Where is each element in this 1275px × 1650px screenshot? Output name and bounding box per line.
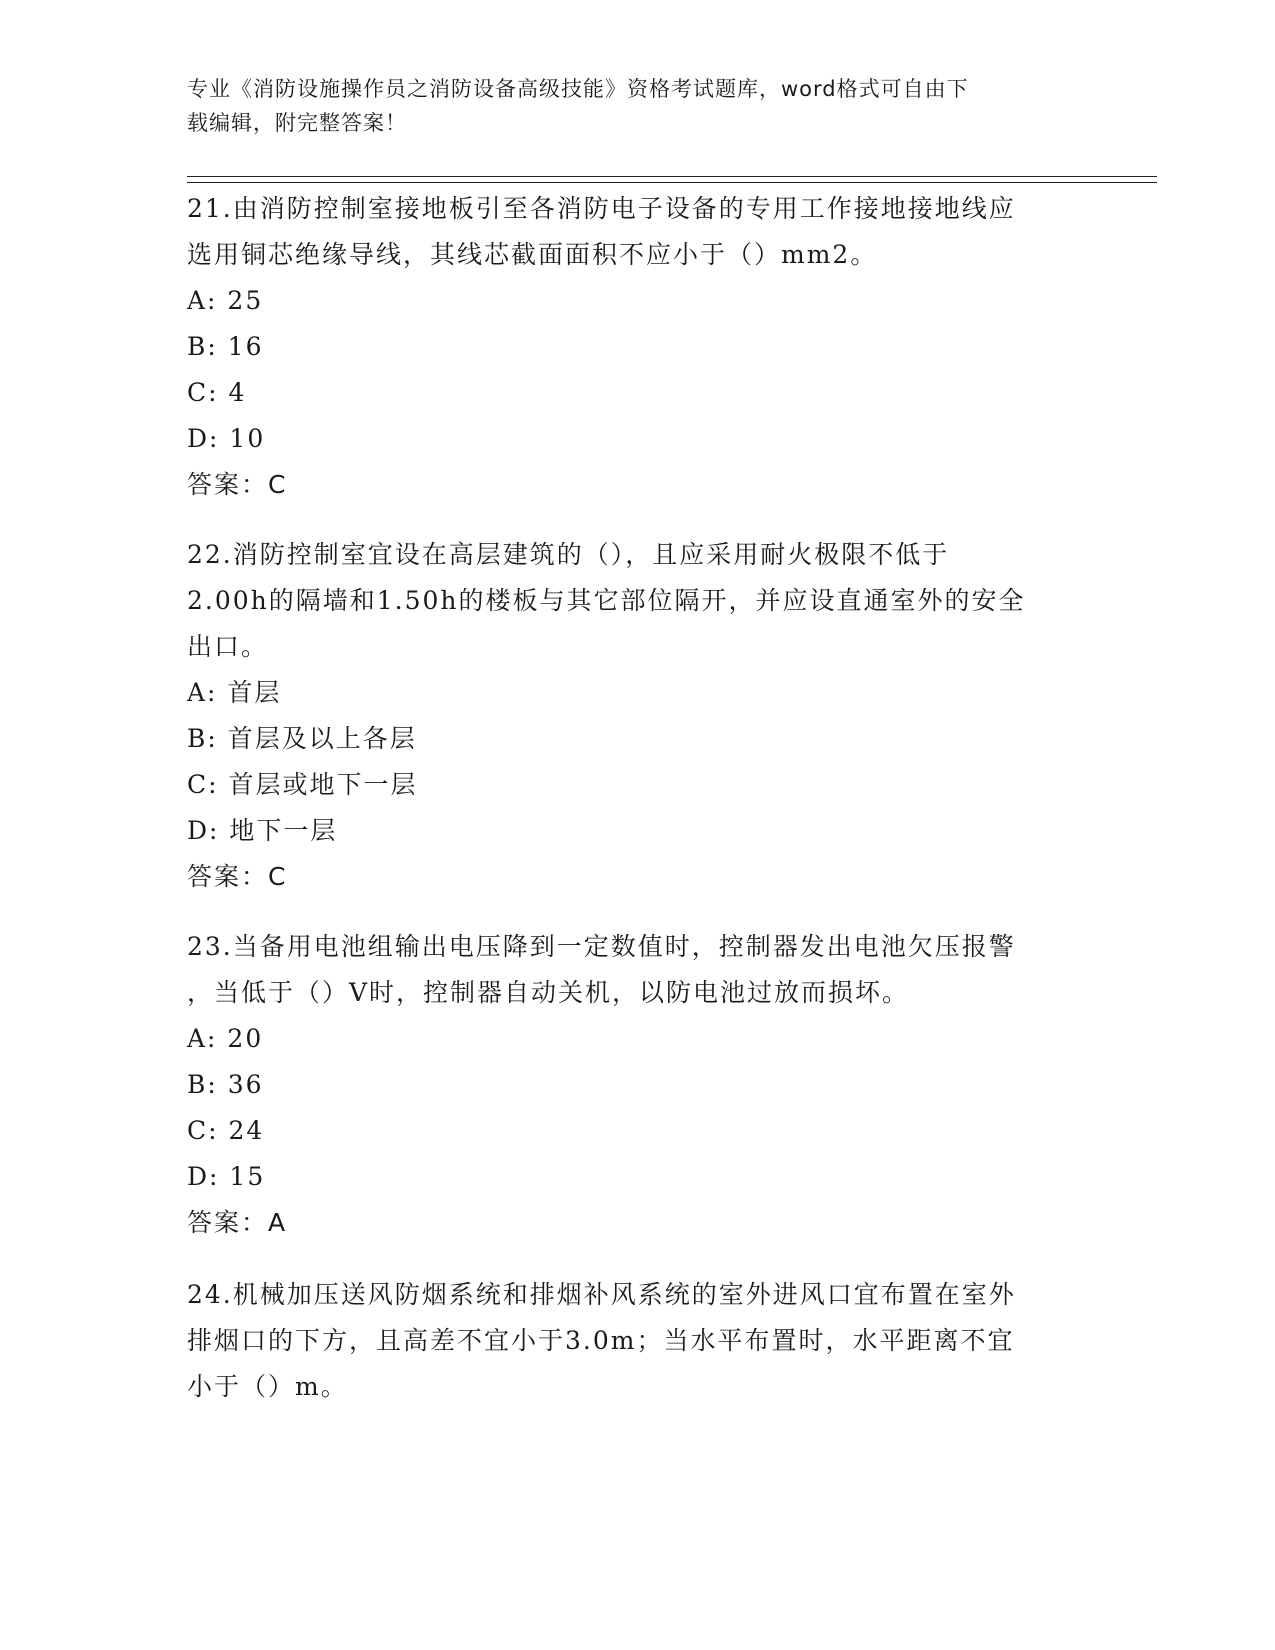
option-b: B: 36 [187,1070,264,1099]
question-line: 选用铜芯绝缘导线，其线芯截面面积不应小于（）mm2。 [187,240,878,269]
question-21 [187,186,1087,508]
option-d: D: 地下一层 [187,816,338,845]
question-22 [187,532,1087,900]
question-line: 出口。 [187,632,269,661]
question-stem [187,532,1087,670]
document-header [187,72,1087,140]
option-a: A: 20 [187,1024,264,1053]
option-c: C: 首层或地下一层 [187,770,418,799]
option-a: A: 首层 [187,678,282,707]
question-line: ，当低于（）V时，控制器自动关机，以防电池过放而损坏。 [187,978,910,1007]
option-b: B: 首层及以上各层 [187,724,417,753]
question-stem [187,1272,1087,1410]
question-line: 21.由消防控制室接地板引至各消防电子设备的专用工作接地接地线应 [187,194,1016,223]
header-line-1: 专业《消防设施操作员之消防设备高级技能》资格考试题库，word格式可自由下 [187,77,969,101]
header-divider-bottom [187,182,1157,183]
question-24 [187,1272,1087,1410]
header-divider-top [187,176,1157,177]
question-line: 小于（）m。 [187,1372,348,1401]
question-line: 22.消防控制室宜设在高层建筑的（），且应采用耐火极限不低于 [187,540,950,569]
question-line: 23.当备用电池组输出电压降到一定数值时，控制器发出电池欠压报警 [187,932,1016,961]
option-a: A: 25 [187,286,264,315]
question-stem [187,186,1087,278]
answer-line: 答案：C [187,470,288,499]
option-b: B: 16 [187,332,264,361]
option-d: D: 15 [187,1162,266,1191]
option-d: D: 10 [187,424,266,453]
answer-line: 答案：C [187,862,288,891]
header-line-2: 载编辑，附完整答案！ [187,111,407,135]
question-line: 排烟口的下方，且高差不宜小于3.0m；当水平布置时，水平距离不宜 [187,1326,1015,1355]
question-line: 2.00h的隔墙和1.50h的楼板与其它部位隔开，并应设直通室外的安全 [187,586,1026,615]
question-23 [187,924,1087,1246]
option-c: C: 24 [187,1116,265,1145]
question-stem [187,924,1087,1016]
question-line: 24.机械加压送风防烟系统和排烟补风系统的室外进风口宜布置在室外 [187,1280,1016,1309]
option-c: C: 4 [187,378,247,407]
answer-line: 答案：A [187,1208,288,1237]
